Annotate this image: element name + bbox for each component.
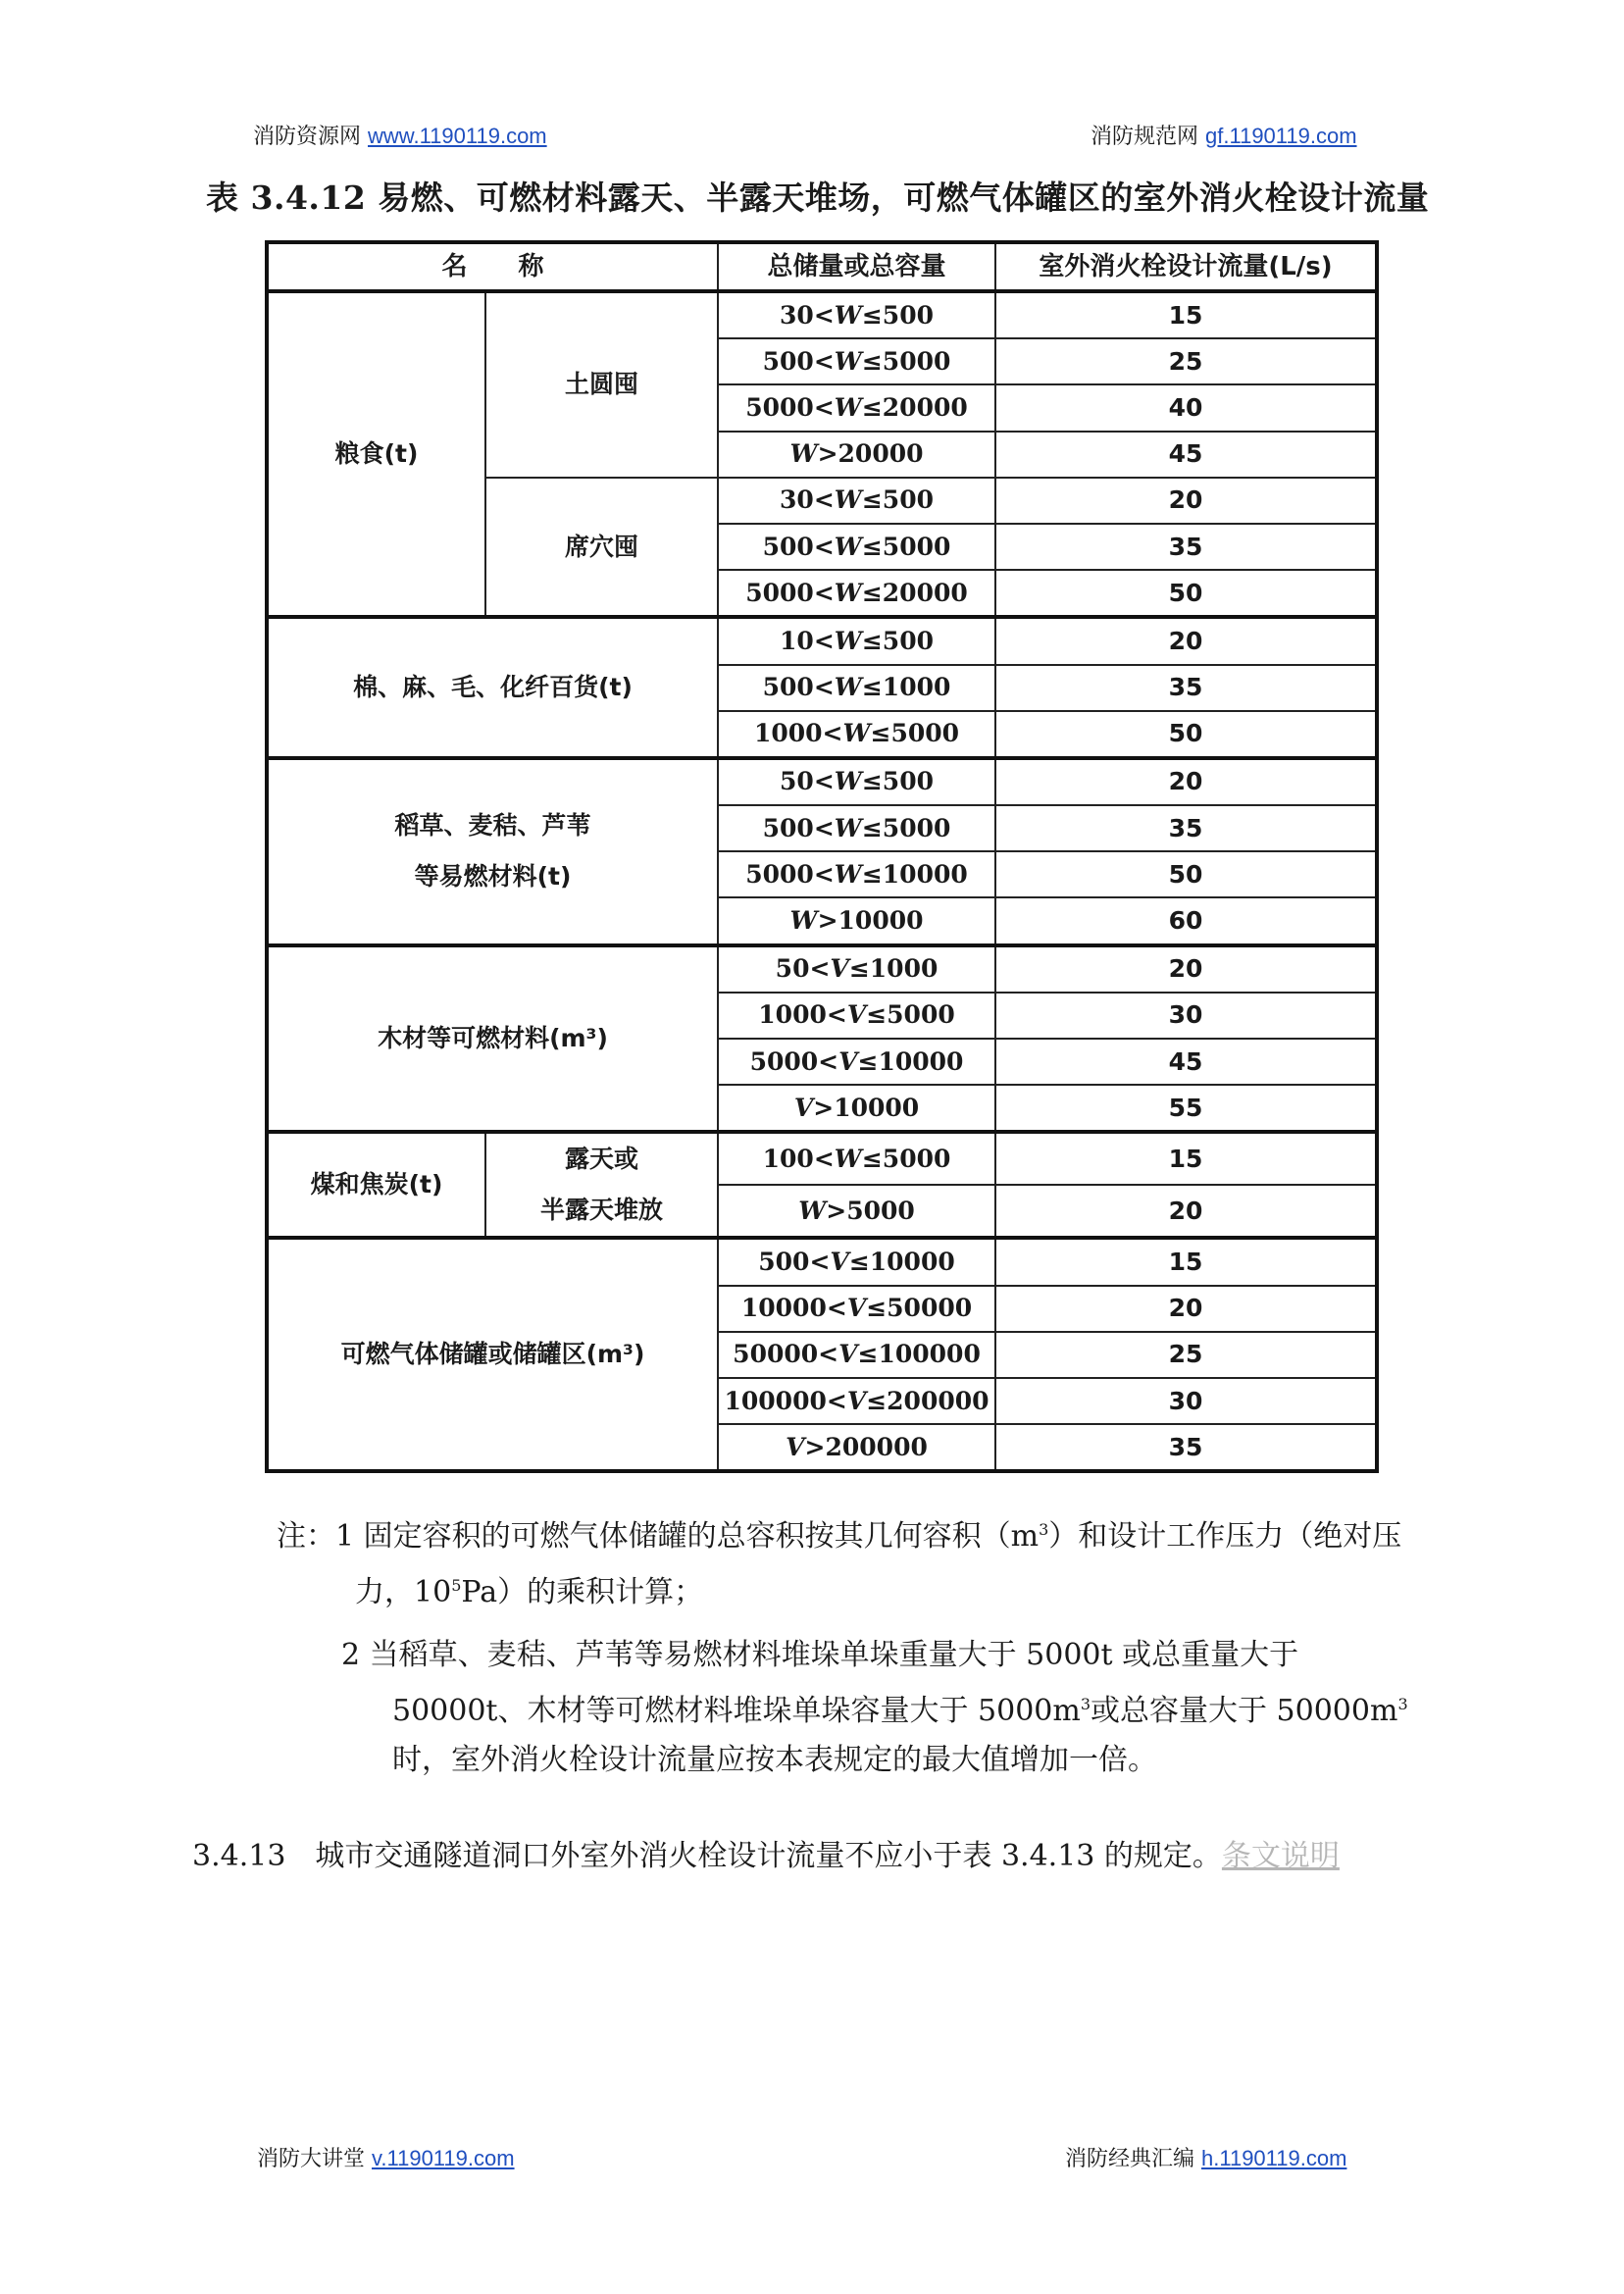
flow-cell: 15 (995, 1238, 1377, 1285)
flow-cell: 40 (995, 384, 1377, 431)
group-grain-sub2: 席穴囤 (485, 478, 718, 618)
table-caption: 表 3.4.12 易燃、可燃材料露天、半露天堆场，可燃气体罐区的室外消火栓设计流量 (206, 178, 1430, 217)
capacity-cell: 500<V≤10000 (718, 1238, 995, 1285)
flow-cell: 25 (995, 338, 1377, 384)
capacity-cell: 5000<V≤10000 (718, 1039, 995, 1085)
capacity-cell: W>10000 (718, 897, 995, 944)
table-row (267, 291, 1377, 338)
flow-cell: 20 (995, 1286, 1377, 1332)
capacity-cell: 5000<W≤10000 (718, 851, 995, 897)
header-right-label: 消防规范网 (1091, 125, 1199, 149)
flow-cell: 30 (995, 1378, 1377, 1424)
flow-cell: 25 (995, 1332, 1377, 1378)
table-row (267, 945, 1377, 993)
flow-cell: 20 (995, 478, 1377, 524)
table-row (267, 758, 1377, 805)
flow-cell: 50 (995, 711, 1377, 758)
flow-cell: 20 (995, 758, 1377, 805)
header-right (1091, 120, 1357, 150)
group-wood: 木材等可燃材料(m³) (267, 945, 718, 1133)
capacity-cell: 10000<V≤50000 (718, 1286, 995, 1332)
capacity-cell: 1000<V≤5000 (718, 993, 995, 1039)
header-left-label: 消防资源网 (253, 125, 362, 149)
capacity-cell: 50<V≤1000 (718, 945, 995, 993)
footer-right (1065, 2142, 1346, 2172)
capacity-cell: 1000<W≤5000 (718, 711, 995, 758)
group-cotton: 棉、麻、毛、化纤百货(t) (267, 617, 718, 758)
flow-cell: 35 (995, 805, 1377, 851)
capacity-cell: 100000<V≤200000 (718, 1378, 995, 1424)
flow-cell: 20 (995, 945, 1377, 993)
footer-right-link[interactable]: h.1190119.com (1201, 2146, 1347, 2170)
footer-left-link[interactable]: v.1190119.com (372, 2146, 515, 2170)
footer-right-label: 消防经典汇编 (1065, 2147, 1195, 2171)
flow-cell: 20 (995, 1185, 1377, 1238)
footer-left (257, 2142, 515, 2172)
table-header-row (267, 242, 1377, 291)
capacity-cell: W>5000 (718, 1185, 995, 1238)
capacity-cell: 30<W≤500 (718, 478, 995, 524)
capacity-cell: 500<W≤5000 (718, 338, 995, 384)
capacity-cell: V>200000 (718, 1424, 995, 1471)
header-left (253, 120, 547, 150)
flow-cell: 30 (995, 993, 1377, 1039)
note-1: 注：1 固定容积的可燃气体储罐的总容积按其几何容积$(m^3)$和设计工作压力（绝对压力，$10^5Pa$）的乘积计算； (277, 1519, 1402, 1609)
capacity-cell: 5000<W≤20000 (718, 570, 995, 617)
header-name: 名 称 (267, 242, 718, 291)
clause-text: 3.4.13 城市交通隧道洞口外室外消火栓设计流量不应小于表 3.4.13 的规定。 (192, 1839, 1222, 1873)
capacity-cell: 30<W≤500 (718, 291, 995, 338)
flow-cell: 45 (995, 432, 1377, 478)
group-grain: 粮食(t) (267, 291, 485, 617)
flow-cell: 45 (995, 1039, 1377, 1085)
header-capacity: 总储量或总容量 (718, 242, 995, 291)
group-straw-line: 稻草、麦秸、芦苇 (394, 811, 591, 841)
flow-cell: 15 (995, 291, 1377, 338)
group-straw-line: 等易燃材料(t) (414, 862, 572, 892)
flow-cell: 35 (995, 665, 1377, 711)
header-left-link[interactable]: www.1190119.com (368, 124, 547, 148)
capacity-cell: 10<W≤500 (718, 617, 995, 664)
table-row (267, 1238, 1377, 1285)
capacity-cell: 500<W≤5000 (718, 524, 995, 570)
note-2: 2 当稻草、麦秸、芦苇等易燃材料堆垛单垛重量大于 5000t 或总重量大于 50000t、木材等可燃材料堆垛单垛容量大于 $5000m^3$或总容量大于 $50000m^3$时，室外消火栓设计流量应按本表规定的最大值增加一倍。 (341, 1638, 1408, 1777)
flow-cell: 15 (995, 1132, 1377, 1185)
footer-left-label: 消防大讲堂 (257, 2147, 366, 2171)
capacity-cell: 5000<W≤20000 (718, 384, 995, 431)
group-coal-sub-line: 半露天堆放 (540, 1196, 664, 1225)
capacity-cell: 500<W≤1000 (718, 665, 995, 711)
flow-cell: 35 (995, 524, 1377, 570)
flow-cell: 20 (995, 617, 1377, 664)
table-row (267, 617, 1377, 664)
header-flow: 室外消火栓设计流量(L/s) (995, 242, 1377, 291)
flow-cell: 55 (995, 1085, 1377, 1132)
flow-cell: 50 (995, 851, 1377, 897)
flow-cell: 35 (995, 1424, 1377, 1471)
flow-cell: 60 (995, 897, 1377, 944)
capacity-cell: V>10000 (718, 1085, 995, 1132)
group-coal-sub (485, 1132, 718, 1238)
clause-explanation-link[interactable]: 条文说明 (1221, 1839, 1340, 1873)
capacity-cell: 500<W≤5000 (718, 805, 995, 851)
capacity-cell: W>20000 (718, 432, 995, 478)
group-grain-sub1: 土圆囤 (485, 291, 718, 478)
capacity-cell: 50000<V≤100000 (718, 1332, 995, 1378)
table-notes (196, 1505, 1442, 1785)
capacity-cell: 50<W≤500 (718, 758, 995, 805)
capacity-cell: 100<W≤5000 (718, 1132, 995, 1185)
group-straw (267, 758, 718, 945)
clause-3-4-13 (192, 1832, 1438, 1881)
header-right-link[interactable]: gf.1190119.com (1205, 124, 1357, 148)
group-gas: 可燃气体储罐或储罐区(m³) (267, 1238, 718, 1471)
table-row (267, 1132, 1377, 1185)
flow-cell: 50 (995, 570, 1377, 617)
group-coal: 煤和焦炭(t) (267, 1132, 485, 1238)
flow-rate-table (265, 240, 1379, 1473)
group-coal-sub-line: 露天或 (565, 1145, 639, 1174)
